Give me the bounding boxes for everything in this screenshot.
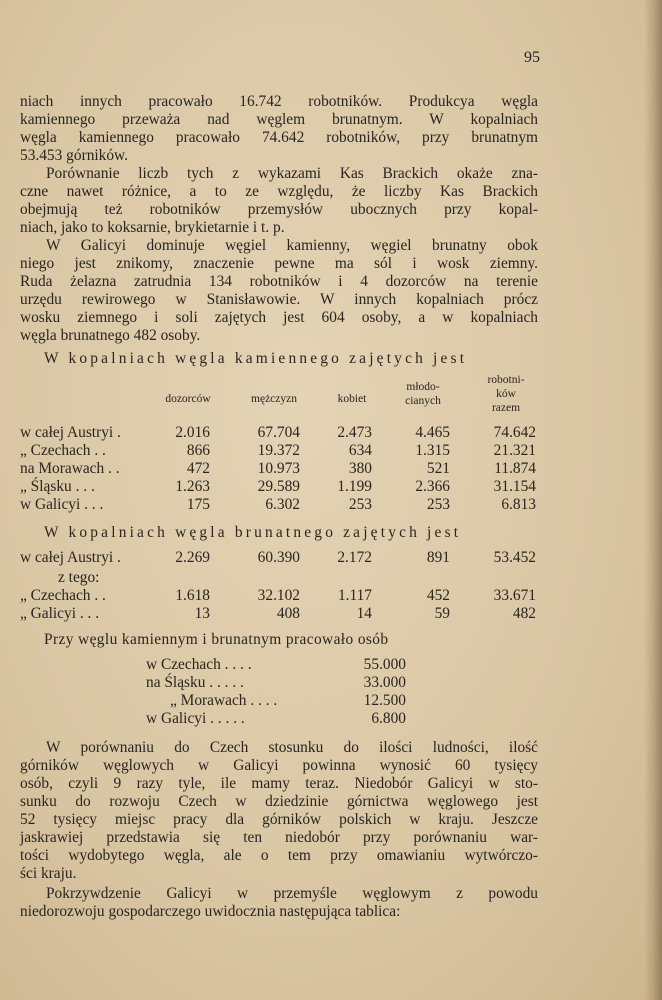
cell: 4.465 (415, 424, 450, 441)
row-label: z tego: (58, 569, 100, 586)
row-label: w Galicyi . . . (20, 496, 104, 513)
cell: 452 (426, 587, 450, 604)
header-label: młodo- cianych (405, 381, 441, 407)
table1-caption: W kopalniach węgla kamiennego zajętych jest (44, 350, 468, 367)
text-line: węgla kamiennego pracowało 74.642 robotników, przy brunatnym (20, 129, 538, 146)
text-line: kamiennego przeważa nad węglem brunatnym. W kopalniach (20, 111, 538, 128)
cell: 2.172 (337, 549, 372, 566)
text-line: niedorozwoju gospodarczego uwidocznia następująca tablica: (20, 903, 401, 920)
text-line: W porównaniu do Czech stosunku do ilości ludności, ilość (46, 739, 538, 756)
text-line: węgla brunatnego 482 osoby. (20, 327, 201, 344)
row-label: „ Morawach . . . . (170, 692, 278, 709)
text-line: ści kraju. (20, 865, 77, 882)
cell: 175 (186, 496, 210, 513)
row-label: „ Galicyi . . . (20, 605, 100, 622)
cell: 6.813 (501, 496, 536, 513)
text-line: wosku ziemnego i soli zajętych jest 604 osoby, a w kopalniach (20, 309, 538, 326)
cell: 13 (194, 605, 210, 622)
cell: 12.500 (363, 692, 406, 709)
header-label: mężczyzn (251, 393, 297, 405)
cell: 29.589 (257, 478, 300, 495)
cell: 891 (426, 549, 450, 566)
text-line: Ruda żelazna zatrudnia 134 robotników i 4 dozorców na terenie (20, 273, 538, 290)
cell: 2.269 (175, 549, 210, 566)
text-line: Porównanie liczb tych z wykazami Kas Brackich okaże zna- (46, 165, 538, 182)
cell: 2.016 (175, 424, 210, 441)
header-kobiet (326, 392, 378, 406)
row-label: na Morawach . . (20, 460, 120, 477)
cell: 380 (348, 460, 372, 477)
cell: 11.874 (494, 460, 536, 477)
row-label: w całej Austryi . (20, 549, 121, 566)
table3-caption: Przy węglu kamiennym i brunatnym pracowało osób (44, 631, 389, 648)
cell: 408 (276, 605, 300, 622)
header-mlodocianych (396, 380, 450, 408)
text-line: 53.453 górników. (20, 147, 129, 164)
cell: 14 (356, 605, 372, 622)
text-line: urzędu rewirowego w Stanisławowie. W innych kopalniach prócz (20, 291, 538, 308)
text-line: jaskrawiej przedstawia się ten niedobór przy porównaniu war- (20, 829, 538, 846)
cell: 33.671 (493, 587, 536, 604)
cell: 472 (186, 460, 210, 477)
cell: 19.372 (257, 442, 300, 459)
cell: 59 (434, 605, 450, 622)
cell: 10.973 (257, 460, 300, 477)
cell: 55.000 (363, 656, 406, 673)
cell: 2.366 (415, 478, 450, 495)
cell: 2.473 (337, 424, 372, 441)
cell: 521 (426, 460, 450, 477)
row-label: „ Śląsku . . . (20, 478, 95, 495)
cell: 60.390 (257, 549, 300, 566)
cell: 74.642 (493, 424, 536, 441)
header-razem (470, 373, 542, 415)
text-line: górników węglowych w Galicyi powinna wynosić 60 tysięcy (20, 757, 538, 774)
cell: 1.315 (415, 442, 450, 459)
header-label: kobiet (337, 393, 367, 405)
text-line: niach, jako to koksarnie, brykietarnie i t. p. (20, 219, 285, 236)
cell: 33.000 (363, 674, 406, 691)
row-label: w Galicyi . . . . . (146, 710, 245, 727)
cell: 6.800 (371, 710, 406, 727)
row-label: w Czechach . . . . (146, 656, 252, 673)
paragraph-2 (20, 165, 538, 237)
cell: 21.321 (493, 442, 536, 459)
cell: 866 (186, 442, 210, 459)
header-label: robotni- ków razem (487, 374, 525, 414)
cell: 1.618 (175, 587, 210, 604)
cell: 67.704 (257, 424, 300, 441)
cell: 482 (512, 605, 536, 622)
page-number: 95 (524, 49, 540, 66)
paragraph-5 (20, 885, 538, 921)
row-label: „ Czechach . . (20, 587, 106, 604)
row-label: „ Czechach . . (20, 442, 106, 459)
text-line: niego jest znikomy, znaczenie pewne ma sól i wosk ziemny. (20, 255, 538, 272)
text-line: osób, czyli 9 razy tyle, ile mamy teraz. Niedobór Galicyi w sto- (20, 775, 538, 792)
cell: 53.452 (493, 549, 536, 566)
table2-caption: W kopalniach węgla brunatnego zajętych jest (44, 524, 462, 541)
cell: 1.263 (175, 478, 210, 495)
header-mezczyzn (236, 392, 312, 406)
row-label: na Śląsku . . . . . (146, 674, 244, 691)
text-line: 52 tysięcy miejsc pracy dla górników polskich w kraju. Jeszcze (20, 811, 538, 828)
cell: 253 (426, 496, 450, 513)
cell: 31.154 (493, 478, 536, 495)
cell: 1.199 (337, 478, 372, 495)
text-line: sunku do rozwoju Czech w dziedzinie górnictwa węglowego jest (20, 793, 538, 810)
cell: 634 (348, 442, 372, 459)
text-line: niach innych pracowało 16.742 robotników. Produkcya węgla (20, 93, 538, 110)
text-line: tości wydobytego węgla, ale o tem przy omawianiu wytwórczo- (20, 847, 538, 864)
text-line: czne nawet różnice, a to ze względu, że liczby Kas Brackich (20, 183, 538, 200)
cell: 6.302 (265, 496, 300, 513)
row-label: w całej Austryi . (20, 424, 121, 441)
text-line: Pokrzywdzenie Galicyi w przemyśle węglowym z powodu (46, 885, 538, 902)
text-line: obejmują też robotników przemysłów ubocznych przy kopal- (20, 201, 538, 218)
paragraph-4 (20, 739, 538, 883)
paragraph-3 (20, 237, 538, 345)
cell: 253 (348, 496, 372, 513)
cell: 1.117 (337, 587, 372, 604)
cell: 32.102 (257, 587, 300, 604)
page-edge-shadow (644, 0, 662, 1000)
header-dozorcow (152, 392, 224, 406)
header-label: dozorców (165, 393, 211, 405)
text-line: W Galicyi dominuje węgiel kamienny, węgiel brunatny obok (46, 237, 538, 254)
paragraph-1 (20, 93, 538, 165)
